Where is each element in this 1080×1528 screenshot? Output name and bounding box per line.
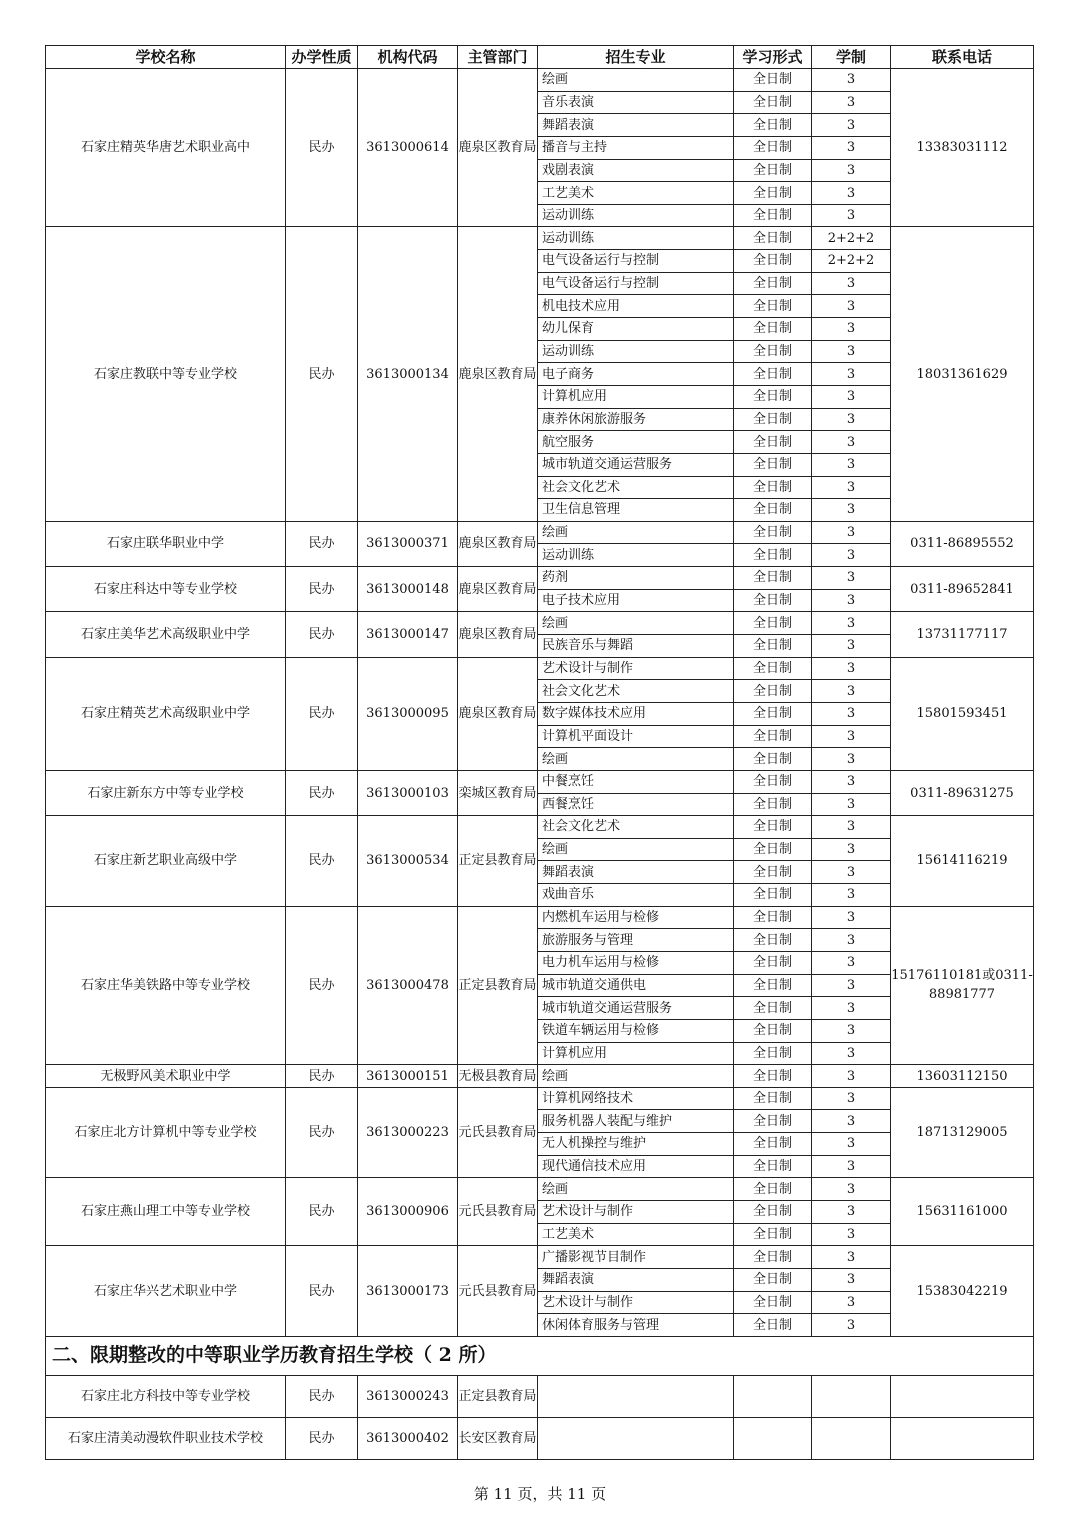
study-mode: 全日制 [734,385,812,408]
study-duration: 3 [812,816,891,839]
major-name: 旅游服务与管理 [538,929,734,952]
study-duration: 3 [812,1201,891,1224]
study-mode: 全日制 [734,431,812,454]
table-row [46,770,1034,793]
school-nature: 民办 [286,1087,358,1178]
empty-cell [891,1375,1034,1417]
study-duration: 3 [812,997,891,1020]
study-duration: 3 [812,974,891,997]
major-name: 运动训练 [538,340,734,363]
major-name: 社会文化艺术 [538,680,734,703]
school-name: 石家庄华兴艺术职业中学 [46,1246,286,1337]
school-dept: 鹿泉区教育局 [458,567,538,612]
school-dept: 长安区教育局 [458,1417,538,1459]
table-row [46,1178,1034,1201]
study-mode: 全日制 [734,340,812,363]
study-duration: 3 [812,770,891,793]
school-dept: 鹿泉区教育局 [458,521,538,566]
school-nature: 民办 [286,69,358,227]
empty-cell [734,1375,812,1417]
major-name: 幼儿保育 [538,318,734,341]
school-phone: 0311-86895552 [891,521,1034,566]
school-nature: 民办 [286,567,358,612]
major-name: 铁道车辆运用与检修 [538,1019,734,1042]
major-name: 绘画 [538,838,734,861]
table-row [46,521,1034,544]
study-mode: 全日制 [734,159,812,182]
major-name: 西餐烹饪 [538,793,734,816]
study-mode: 全日制 [734,204,812,227]
school-dept: 元氏县教育局 [458,1246,538,1337]
study-mode: 全日制 [734,1201,812,1224]
study-duration: 3 [812,91,891,114]
school-nature: 民办 [286,227,358,521]
study-duration: 3 [812,159,891,182]
header-nature: 办学性质 [286,46,358,69]
major-name: 艺术设计与制作 [538,657,734,680]
table-row [46,69,1034,92]
header-duration: 学制 [812,46,891,69]
school-dept: 鹿泉区教育局 [458,657,538,770]
school-nature: 民办 [286,612,358,657]
table-row [46,1246,1034,1269]
school-nature: 民办 [286,521,358,566]
study-mode: 全日制 [734,951,812,974]
section-row [46,1336,1034,1375]
school-dept: 元氏县教育局 [458,1087,538,1178]
school-dept: 正定县教育局 [458,1375,538,1417]
study-duration: 3 [812,861,891,884]
major-name: 艺术设计与制作 [538,1291,734,1314]
study-mode: 全日制 [734,612,812,635]
major-name: 绘画 [538,748,734,771]
empty-cell [734,1417,812,1459]
school-code: 3613000534 [358,816,458,907]
school-code: 3613000134 [358,227,458,521]
study-duration: 3 [812,521,891,544]
study-duration: 2+2+2 [812,227,891,250]
table-body [46,69,1034,1460]
school-code: 3613000151 [358,1065,458,1088]
study-mode: 全日制 [734,476,812,499]
study-mode: 全日制 [734,1246,812,1269]
study-duration: 3 [812,1268,891,1291]
study-mode: 全日制 [734,657,812,680]
study-mode: 全日制 [734,318,812,341]
study-duration: 3 [812,589,891,612]
major-name: 药剂 [538,567,734,590]
major-name: 内燃机车运用与检修 [538,906,734,929]
study-mode: 全日制 [734,702,812,725]
major-name: 休闲体育服务与管理 [538,1314,734,1337]
major-name: 运动训练 [538,204,734,227]
major-name: 绘画 [538,521,734,544]
study-duration: 3 [812,453,891,476]
school-phone: 18031361629 [891,227,1034,521]
major-name: 工艺美术 [538,182,734,205]
study-duration: 3 [812,204,891,227]
major-name: 航空服务 [538,431,734,454]
study-mode: 全日制 [734,272,812,295]
study-mode: 全日制 [734,929,812,952]
major-name: 电子技术应用 [538,589,734,612]
major-name: 戏曲音乐 [538,884,734,907]
major-name: 舞蹈表演 [538,861,734,884]
study-duration: 3 [812,725,891,748]
school-name: 石家庄联华职业中学 [46,521,286,566]
study-duration: 3 [812,114,891,137]
major-name: 服务机器人装配与维护 [538,1110,734,1133]
study-duration: 3 [812,431,891,454]
table-row [46,612,1034,635]
study-mode: 全日制 [734,227,812,250]
school-name: 石家庄北方计算机中等专业学校 [46,1087,286,1178]
major-name: 计算机应用 [538,385,734,408]
major-name: 康养休闲旅游服务 [538,408,734,431]
study-mode: 全日制 [734,1087,812,1110]
study-duration: 3 [812,1110,891,1133]
section-title: 二、限期整改的中等职业学历教育招生学校（ 2 所） [46,1336,1034,1375]
school-phone: 15383042219 [891,1246,1034,1337]
study-mode: 全日制 [734,974,812,997]
major-name: 绘画 [538,612,734,635]
header-mode: 学习形式 [734,46,812,69]
study-mode: 全日制 [734,838,812,861]
study-mode: 全日制 [734,453,812,476]
study-mode: 全日制 [734,635,812,658]
study-duration: 3 [812,1155,891,1178]
study-mode: 全日制 [734,136,812,159]
header-row [46,46,1034,69]
study-duration: 3 [812,612,891,635]
school-dept: 正定县教育局 [458,816,538,907]
study-duration: 3 [812,635,891,658]
study-mode: 全日制 [734,997,812,1020]
study-duration: 3 [812,272,891,295]
school-name: 石家庄清美动漫软件职业技术学校 [46,1417,286,1459]
table-row [46,1087,1034,1110]
study-mode: 全日制 [734,69,812,92]
major-name: 中餐烹饪 [538,770,734,793]
school-name: 石家庄燕山理工中等专业学校 [46,1178,286,1246]
study-mode: 全日制 [734,363,812,386]
study-mode: 全日制 [734,544,812,567]
study-mode: 全日制 [734,1110,812,1133]
study-mode: 全日制 [734,114,812,137]
study-duration: 3 [812,1223,891,1246]
study-duration: 3 [812,929,891,952]
major-name: 社会文化艺术 [538,476,734,499]
study-mode: 全日制 [734,725,812,748]
major-name: 计算机网络技术 [538,1087,734,1110]
header-code: 机构代码 [358,46,458,69]
major-name: 戏剧表演 [538,159,734,182]
school-name: 石家庄华美铁路中等专业学校 [46,906,286,1064]
study-mode: 全日制 [734,1314,812,1337]
major-name: 工艺美术 [538,1223,734,1246]
school-name: 石家庄北方科技中等专业学校 [46,1375,286,1417]
major-name: 电力机车运用与检修 [538,951,734,974]
study-mode: 全日制 [734,499,812,522]
study-duration: 3 [812,838,891,861]
table-row [46,816,1034,839]
school-code: 3613000478 [358,906,458,1064]
study-duration: 3 [812,1042,891,1065]
study-duration: 3 [812,476,891,499]
major-name: 计算机应用 [538,1042,734,1065]
school-code: 3613000402 [358,1417,458,1459]
school-name: 石家庄新东方中等专业学校 [46,770,286,815]
school-code: 3613000906 [358,1178,458,1246]
school-dept: 鹿泉区教育局 [458,612,538,657]
major-name: 运动训练 [538,544,734,567]
table-row [46,906,1034,929]
school-phone: 15176110181或0311-88981777 [891,906,1034,1064]
major-name: 城市轨道交通运营服务 [538,997,734,1020]
study-duration: 3 [812,748,891,771]
study-duration: 3 [812,1065,891,1088]
school-phone: 15801593451 [891,657,1034,770]
study-duration: 2+2+2 [812,250,891,273]
study-mode: 全日制 [734,1223,812,1246]
table-row [46,567,1034,590]
study-mode: 全日制 [734,748,812,771]
study-duration: 3 [812,906,891,929]
school-code: 3613000103 [358,770,458,815]
school-code: 3613000147 [358,612,458,657]
study-mode: 全日制 [734,91,812,114]
study-mode: 全日制 [734,906,812,929]
school-phone: 18713129005 [891,1087,1034,1178]
school-code: 3613000173 [358,1246,458,1337]
school-nature: 民办 [286,816,358,907]
school-code: 3613000371 [358,521,458,566]
study-duration: 3 [812,567,891,590]
study-duration: 3 [812,680,891,703]
school-name: 石家庄科达中等专业学校 [46,567,286,612]
major-name: 舞蹈表演 [538,114,734,137]
study-duration: 3 [812,544,891,567]
major-name: 数字媒体技术应用 [538,702,734,725]
school-nature: 民办 [286,1375,358,1417]
empty-cell [812,1417,891,1459]
empty-cell [538,1375,734,1417]
table-row [46,227,1034,250]
school-name: 石家庄精英华唐艺术职业高中 [46,69,286,227]
study-mode: 全日制 [734,295,812,318]
major-name: 计算机平面设计 [538,725,734,748]
study-duration: 3 [812,318,891,341]
study-mode: 全日制 [734,567,812,590]
study-mode: 全日制 [734,1268,812,1291]
school-nature: 民办 [286,906,358,1064]
study-mode: 全日制 [734,182,812,205]
study-duration: 3 [812,499,891,522]
school-nature: 民办 [286,1417,358,1459]
header-phone: 联系电话 [891,46,1034,69]
study-mode: 全日制 [734,1155,812,1178]
school-nature: 民办 [286,770,358,815]
school-phone: 0311-89631275 [891,770,1034,815]
study-duration: 3 [812,136,891,159]
study-duration: 3 [812,1314,891,1337]
school-name: 无极野风美术职业中学 [46,1065,286,1088]
study-duration: 3 [812,951,891,974]
study-duration: 3 [812,408,891,431]
study-mode: 全日制 [734,770,812,793]
study-mode: 全日制 [734,816,812,839]
study-duration: 3 [812,1178,891,1201]
school-name: 石家庄新艺职业高级中学 [46,816,286,907]
table-row [46,657,1034,680]
study-duration: 3 [812,1133,891,1156]
study-mode: 全日制 [734,1133,812,1156]
major-name: 城市轨道交通供电 [538,974,734,997]
empty-cell [812,1375,891,1417]
school-dept: 栾城区教育局 [458,770,538,815]
header-major: 招生专业 [538,46,734,69]
school-table [45,45,1034,1460]
table-row [46,1417,1034,1459]
school-name: 石家庄精英艺术高级职业中学 [46,657,286,770]
major-name: 电气设备运行与控制 [538,272,734,295]
empty-cell [891,1417,1034,1459]
major-name: 电子商务 [538,363,734,386]
study-duration: 3 [812,340,891,363]
school-dept: 鹿泉区教育局 [458,227,538,521]
study-duration: 3 [812,1291,891,1314]
study-mode: 全日制 [734,521,812,544]
study-duration: 3 [812,702,891,725]
school-phone: 13383031112 [891,69,1034,227]
study-mode: 全日制 [734,1178,812,1201]
study-mode: 全日制 [734,1042,812,1065]
school-code: 3613000148 [358,567,458,612]
study-duration: 3 [812,385,891,408]
major-name: 舞蹈表演 [538,1268,734,1291]
school-phone: 15614116219 [891,816,1034,907]
school-nature: 民办 [286,657,358,770]
school-nature: 民办 [286,1178,358,1246]
study-mode: 全日制 [734,408,812,431]
header-school-name: 学校名称 [46,46,286,69]
major-name: 绘画 [538,69,734,92]
major-name: 社会文化艺术 [538,816,734,839]
school-phone: 15631161000 [891,1178,1034,1246]
major-name: 广播影视节目制作 [538,1246,734,1269]
school-code: 3613000095 [358,657,458,770]
study-duration: 3 [812,884,891,907]
study-duration: 3 [812,182,891,205]
study-mode: 全日制 [734,680,812,703]
school-phone: 13731177117 [891,612,1034,657]
major-name: 播音与主持 [538,136,734,159]
major-name: 无人机操控与维护 [538,1133,734,1156]
school-code: 3613000223 [358,1087,458,1178]
study-mode: 全日制 [734,793,812,816]
school-dept: 鹿泉区教育局 [458,69,538,227]
study-duration: 3 [812,1019,891,1042]
school-nature: 民办 [286,1246,358,1337]
study-duration: 3 [812,657,891,680]
major-name: 民族音乐与舞蹈 [538,635,734,658]
major-name: 现代通信技术应用 [538,1155,734,1178]
study-mode: 全日制 [734,1019,812,1042]
study-duration: 3 [812,793,891,816]
major-name: 艺术设计与制作 [538,1201,734,1224]
study-mode: 全日制 [734,861,812,884]
school-dept: 正定县教育局 [458,906,538,1064]
study-mode: 全日制 [734,589,812,612]
empty-cell [538,1417,734,1459]
major-name: 卫生信息管理 [538,499,734,522]
school-phone: 0311-89652841 [891,567,1034,612]
school-dept: 无极县教育局 [458,1065,538,1088]
school-name: 石家庄教联中等专业学校 [46,227,286,521]
major-name: 机电技术应用 [538,295,734,318]
study-mode: 全日制 [734,250,812,273]
major-name: 绘画 [538,1178,734,1201]
study-duration: 3 [812,69,891,92]
study-mode: 全日制 [734,1065,812,1088]
school-name: 石家庄美华艺术高级职业中学 [46,612,286,657]
major-name: 绘画 [538,1065,734,1088]
major-name: 城市轨道交通运营服务 [538,453,734,476]
school-nature: 民办 [286,1065,358,1088]
table-row [46,1065,1034,1088]
study-duration: 3 [812,363,891,386]
study-mode: 全日制 [734,1291,812,1314]
school-code: 3613000243 [358,1375,458,1417]
header-dept: 主管部门 [458,46,538,69]
study-duration: 3 [812,1087,891,1110]
school-code: 3613000614 [358,69,458,227]
school-dept: 元氏县教育局 [458,1178,538,1246]
major-name: 运动训练 [538,227,734,250]
study-mode: 全日制 [734,884,812,907]
page-footer: 第 11 页，共 11 页 [473,1485,607,1503]
school-phone: 13603112150 [891,1065,1034,1088]
school-table-sheet [45,45,1033,1460]
major-name: 电气设备运行与控制 [538,250,734,273]
major-name: 音乐表演 [538,91,734,114]
study-duration: 3 [812,295,891,318]
table-row [46,1375,1034,1417]
study-duration: 3 [812,1246,891,1269]
